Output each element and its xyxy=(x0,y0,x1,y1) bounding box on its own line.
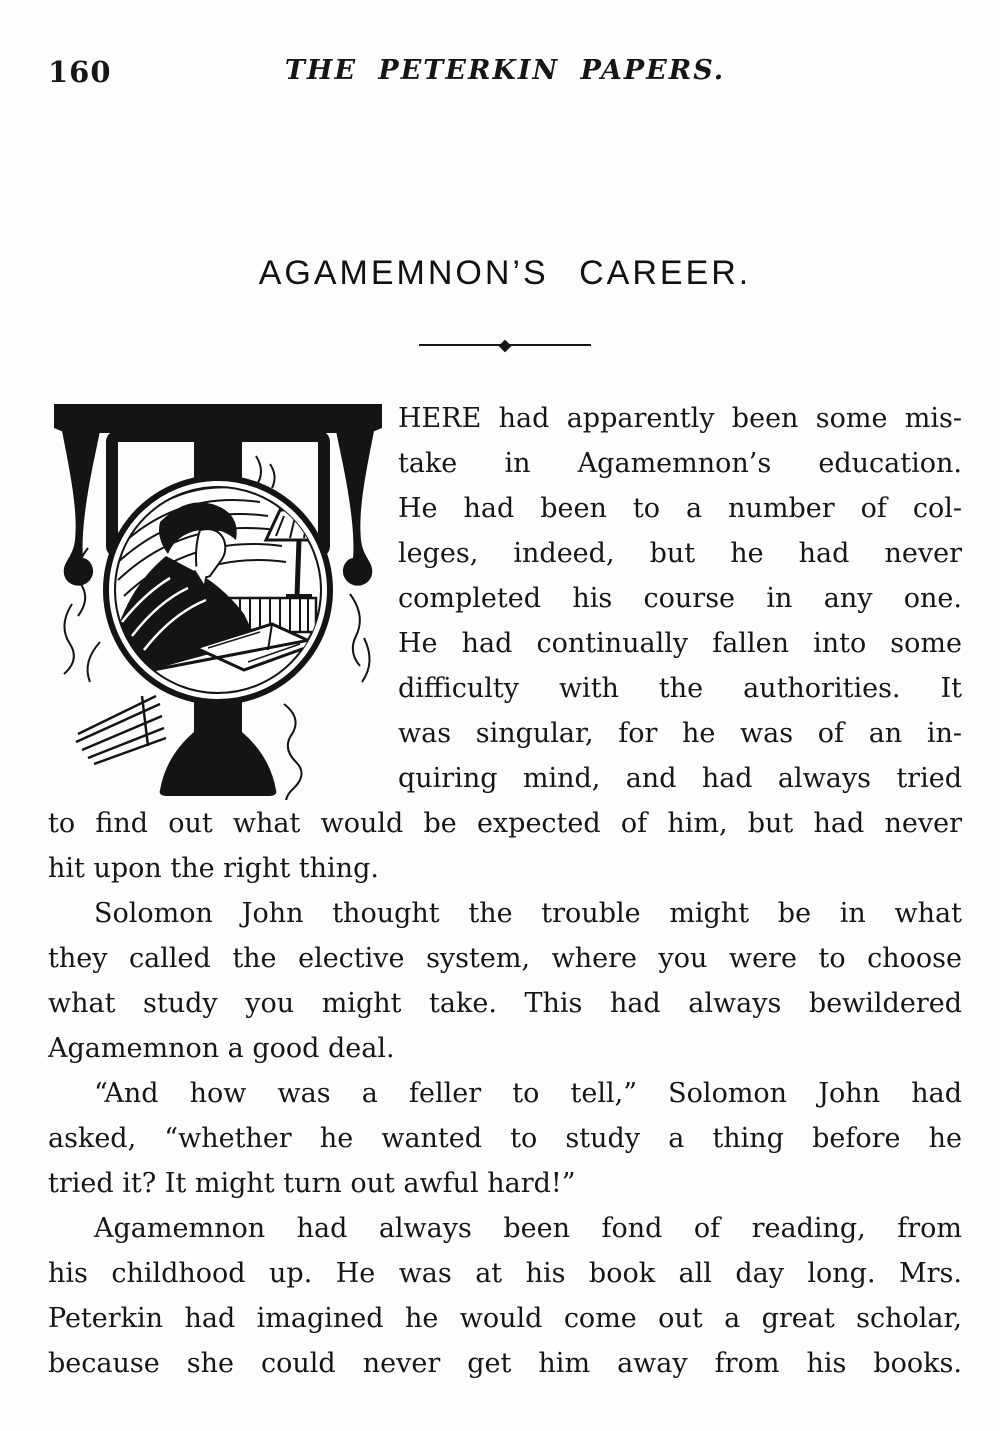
paragraph-4 xyxy=(48,1206,962,1386)
text-line: leges, indeed, but he had never xyxy=(398,538,962,569)
page-number: 160 xyxy=(48,55,112,89)
text-line: take in Agamemnon’s education. xyxy=(398,448,962,479)
text-line: quiring mind, and had always tried xyxy=(398,763,962,794)
opening-paragraph xyxy=(48,396,962,891)
illustrated-initial-T xyxy=(48,398,388,800)
text-line: because she could never get him away from his books. xyxy=(48,1348,962,1379)
stick-bundle-icon xyxy=(76,696,166,764)
section-divider xyxy=(419,339,591,352)
running-header-title: THE PETERKIN PAPERS. xyxy=(284,55,726,86)
text-line: hit upon the right thing. xyxy=(48,853,379,884)
text-line: Agamemnon had always been fond of reading, from xyxy=(94,1213,962,1244)
divider-diamond-icon xyxy=(499,339,512,352)
text-line: asked, “whether he wanted to study a thing before he xyxy=(48,1123,962,1154)
text-line: Peterkin had imagined he would come out a great scholar, xyxy=(48,1303,962,1334)
text-line: HERE had apparently been some mis- xyxy=(398,403,962,434)
running-head xyxy=(48,55,962,89)
text-line: they called the elective system, where you were to choose xyxy=(48,943,962,974)
text-line: was singular, for he was of an in- xyxy=(398,718,962,749)
text-line: to find out what would be expected of him, but had never xyxy=(48,808,962,839)
text-line: Solomon John thought the trouble might be in what xyxy=(94,898,962,929)
text-line: “And how was a feller to tell,” Solomon John had xyxy=(94,1078,962,1109)
paragraph-2 xyxy=(48,891,962,1071)
text-line: He had been to a number of col- xyxy=(398,493,962,524)
text-line: completed his course in any one. xyxy=(398,583,962,614)
text-line: He had continually fallen into some xyxy=(398,628,962,659)
text-line: his childhood up. He was at his book all day long. Mrs. xyxy=(48,1258,962,1289)
text-line: tried it? It might turn out awful hard!” xyxy=(48,1168,576,1199)
text-line: difficulty with the authorities. It xyxy=(398,673,962,704)
body-text xyxy=(48,396,962,1386)
reading-man-vignette xyxy=(106,478,332,702)
dropcap-illustration xyxy=(48,398,388,800)
text-line: Agamemnon a good deal. xyxy=(48,1033,395,1064)
text-line: what study you might take. This had always bewildered xyxy=(48,988,962,1019)
paragraph-3 xyxy=(48,1071,962,1206)
chapter-title: AGAMEMNON’S CAREER. xyxy=(258,254,752,292)
